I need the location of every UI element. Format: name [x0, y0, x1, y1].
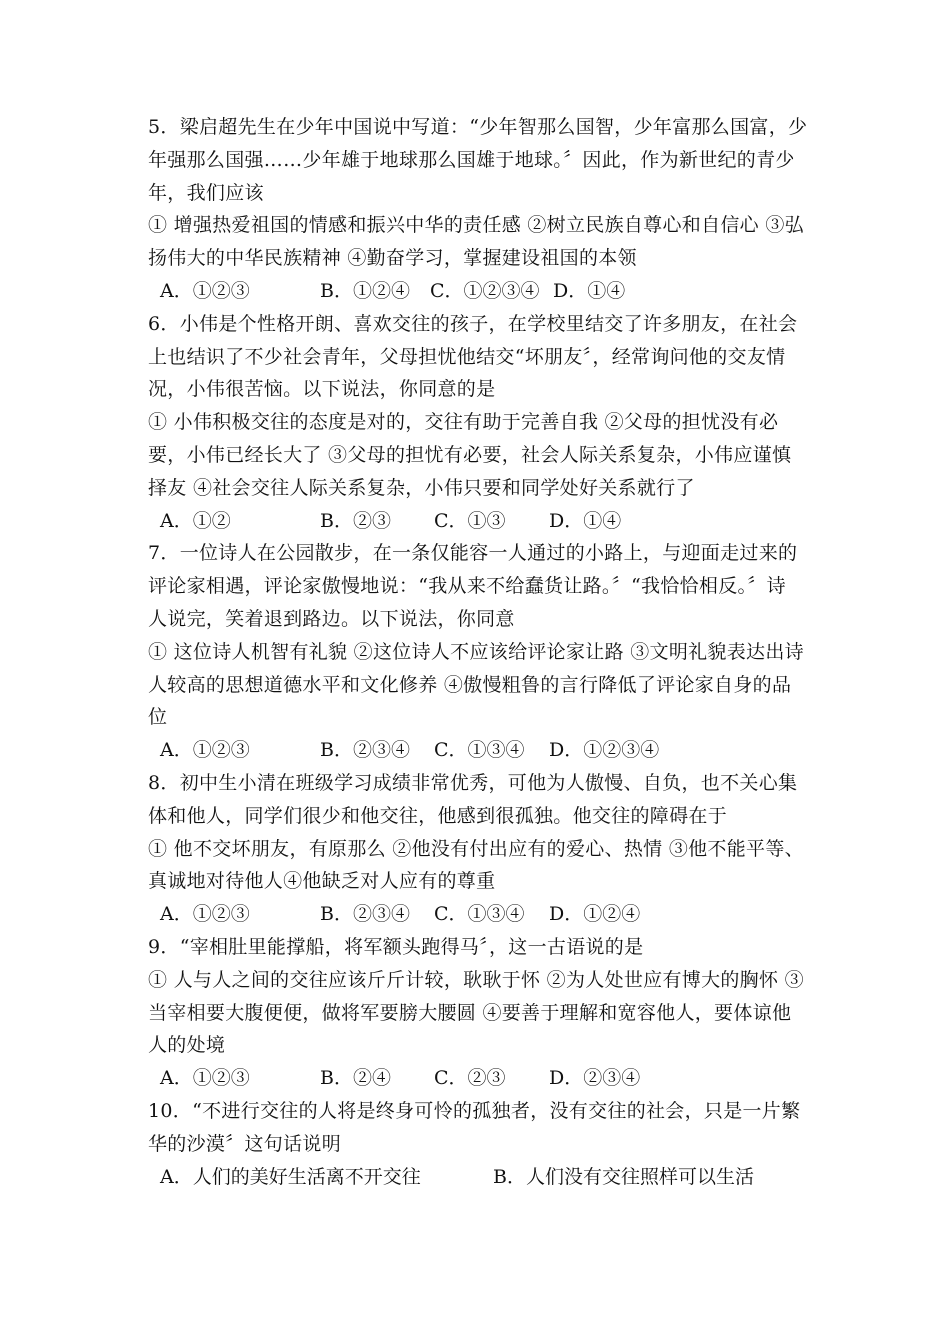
option-a: A．①②③	[160, 903, 250, 926]
question-text-line: 华的沙漠〞这句话说明	[148, 1132, 342, 1155]
question-5	[148, 111, 808, 308]
question-9	[148, 931, 808, 1095]
statement-line: ① 这位诗人机智有礼貌 ②这位诗人不应该给评论家让路 ③文明礼貌表达出诗	[148, 640, 804, 663]
option-d: D．①②③④	[549, 739, 660, 762]
option-a: A．人们的美好生活离不开交往	[160, 1165, 421, 1188]
question-text-line: 年强那么国强……少年雄于地球那么国雄于地球。〞因此，作为新世纪的青少	[148, 148, 795, 171]
question-text-line: 况，小伟很苦恼。以下说法，你同意的是	[148, 378, 496, 401]
option-a: A．①②	[160, 509, 231, 532]
options-row	[148, 275, 808, 308]
question-text-line: 10．“不进行交往的人将是终身可怜的孤独者，没有交往的社会，只是一片繁	[148, 1099, 801, 1122]
question-10	[148, 1095, 808, 1193]
statement-line: 要，小伟已经长大了 ③父母的担忧有必要，社会人际关系复杂，小伟应谨慎	[148, 443, 792, 466]
statement-line: 位	[148, 706, 168, 729]
statement-line: ① 小伟积极交往的态度是对的，交往有助于完善自我 ②父母的担忧没有必	[148, 411, 779, 434]
question-text-line: 7．一位诗人在公园散步，在一条仅能容一人通过的小路上，与迎面走过来的	[148, 542, 798, 565]
document-page	[148, 111, 808, 1193]
option-b: B．②③	[320, 509, 391, 532]
option-b: B．①②④	[320, 279, 410, 302]
options-row	[148, 1161, 808, 1194]
question-text-line: 9．“宰相肚里能撑船，将军额头跑得马〞，这一古语说的是	[148, 935, 644, 958]
question-7	[148, 537, 808, 767]
statement-line: 真诚地对待他人④他缺乏对人应有的尊重	[148, 870, 496, 893]
question-6	[148, 308, 808, 538]
options-row	[148, 734, 808, 767]
option-c: C．①②③④	[430, 279, 540, 302]
option-b: B．②③④	[320, 903, 410, 926]
statement-line: 人的处境	[148, 1034, 226, 1057]
option-c: C．①③	[434, 509, 506, 532]
option-a: A．①②③	[160, 279, 250, 302]
option-c: C．②③	[434, 1067, 506, 1090]
question-text-line: 体和他人，同学们很少和他交往，他感到很孤独。他交往的障碍在于	[148, 804, 728, 827]
statement-line: ① 人与人之间的交往应该斤斤计较，耿耿于怀 ②为人处世应有博大的胸怀 ③	[148, 968, 804, 991]
option-a: A．①②③	[160, 739, 250, 762]
statement-line: ① 他不交坏朋友，有原那么 ②他没有付出应有的爱心、热情 ③他不能平等、	[148, 837, 804, 860]
option-c: C．①③④	[434, 739, 525, 762]
options-row	[148, 505, 808, 538]
question-text-line: 5．梁启超先生在少年中国说中写道：“少年智那么国智，少年富那么国富，少	[148, 116, 808, 138]
option-d: D．①④	[553, 279, 626, 302]
options-row	[148, 1062, 808, 1095]
options-row	[148, 898, 808, 931]
question-text-line: 评论家相遇，评论家傲慢地说：“我从来不给蠢货让路。〞“我恰恰相反。〞诗	[148, 575, 786, 598]
question-8	[148, 767, 808, 931]
question-text-line: 上也结识了不少社会青年，父母担忧他结交“坏朋友〞，经常询问他的交友情	[148, 345, 786, 368]
statement-line: 择友 ④社会交往人际关系复杂，小伟只要和同学处好关系就行了	[148, 476, 695, 499]
option-c: C．①③④	[434, 903, 525, 926]
option-d: D．①④	[549, 509, 622, 532]
question-text-line: 人说完，笑着退到路边。以下说法，你同意	[148, 607, 515, 630]
option-d: D．②③④	[549, 1067, 641, 1090]
statement-line: 人较高的思想道德水平和文化修养 ④傲慢粗鲁的言行降低了评论家自身的品	[148, 673, 792, 696]
option-b: B．②④	[320, 1067, 391, 1090]
option-b: B．人们没有交往照样可以生活	[493, 1165, 754, 1188]
option-d: D．①②④	[549, 903, 641, 926]
statement-line: 扬伟大的中华民族精神 ④勤奋学习，掌握建设祖国的本领	[148, 247, 637, 270]
question-text-line: 年，我们应该	[148, 181, 264, 204]
question-text-line: 6．小伟是个性格开朗、喜欢交往的孩子，在学校里结交了许多朋友，在社会	[148, 312, 798, 335]
option-b: B．②③④	[320, 739, 410, 762]
option-a: A．①②③	[160, 1067, 250, 1090]
question-text-line: 8．初中生小清在班级学习成绩非常优秀，可他为人傲慢、自负，也不关心集	[148, 771, 798, 794]
statement-line: 当宰相要大腹便便，做将军要膀大腰圆 ④要善于理解和宽容他人，要体谅他	[148, 1001, 792, 1024]
statement-line: ① 增强热爱祖国的情感和振兴中华的责任感 ②树立民族自尊心和自信心 ③弘	[148, 214, 804, 237]
